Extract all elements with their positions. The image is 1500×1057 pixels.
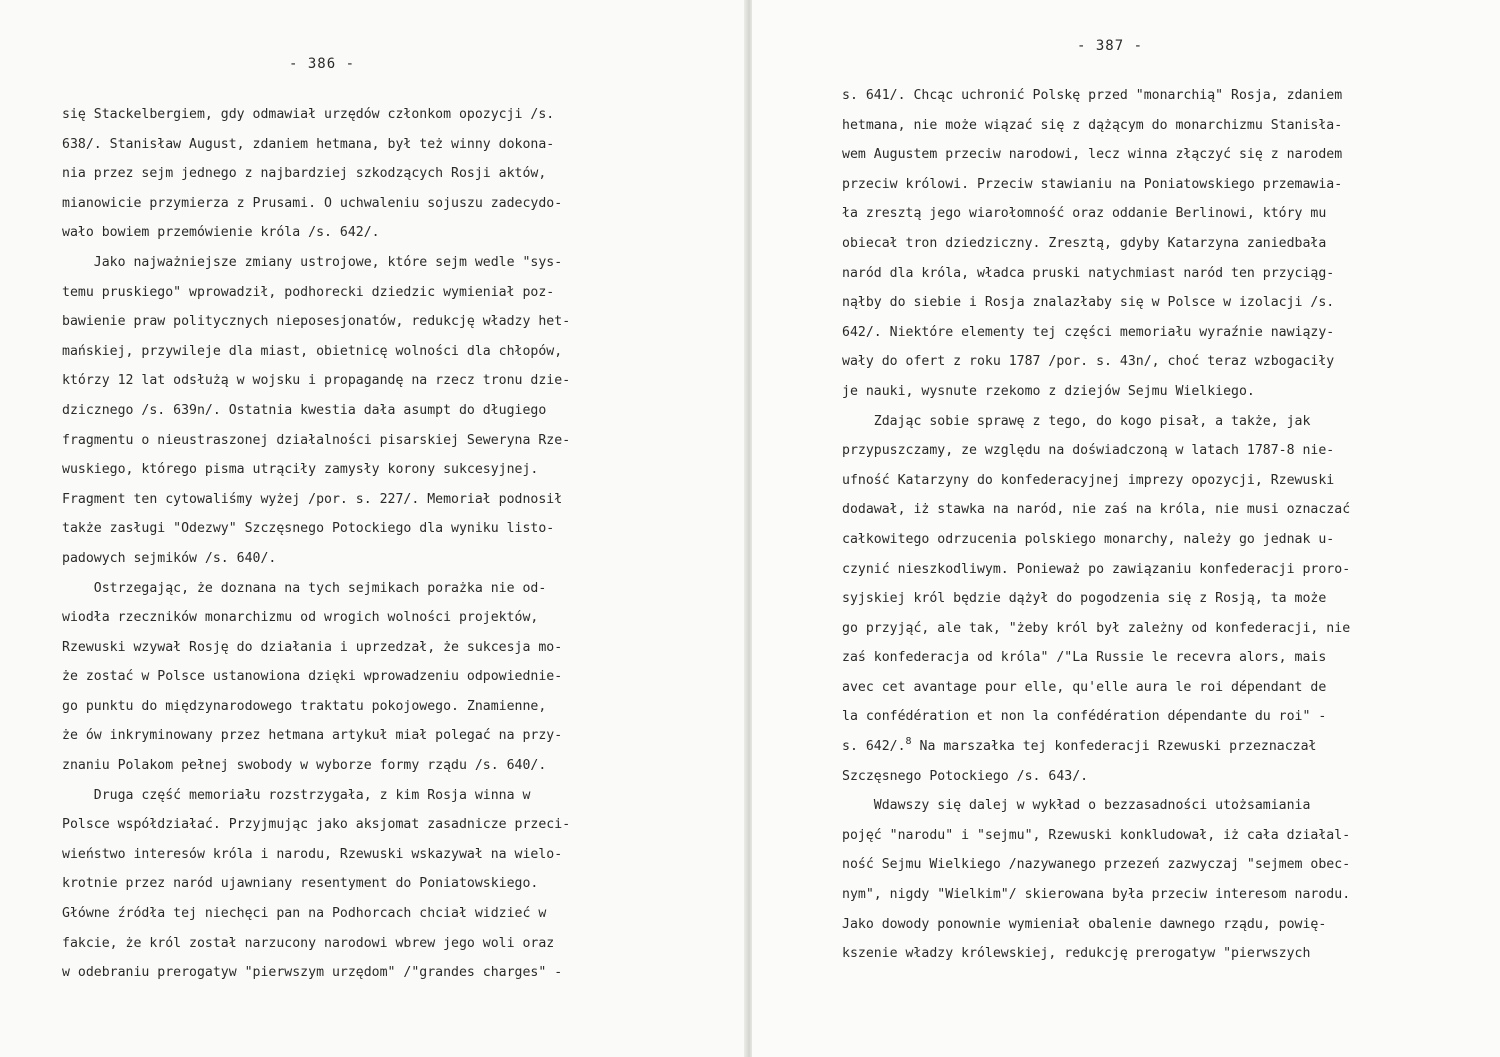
text-line: Jako dowody ponownie wymieniał obalenie dawnego rządu, powię- [842,916,1327,932]
text-line-end: Na marszałka tej konfederacji Rzewuski przeznaczał [911,739,1317,755]
text-line: wieństwo interesów króla i narodu, Rzewuski wskazywał na wielo- [62,846,563,862]
text-line: go przyjąć, ale tak, "żeby król był zależny od konfederacji, nie [842,620,1351,636]
text-line: Zdając sobie sprawę z tego, do kogo pisał, a także, jak [842,413,1311,429]
text-line: ufność Katarzyny do konfederacyjnej imprezy opozycji, Rzewuski [842,472,1335,488]
text-line: pojęć "narodu" i "sejmu", Rzewuski konkludował, iż cała działal- [842,827,1351,843]
text-line: czynić nieszkodliwym. Ponieważ po zawiązaniu konfederacji proro- [842,561,1351,577]
text-line: wiodła rzeczników monarchizmu od wrogich wolności projektów, [62,610,539,626]
text-line: Rzewuski wzywał Rosję do działania i uprzedzał, że sukcesja mo- [62,639,563,655]
text-line: także zasługi "Odezwy" Szczęsnego Potockiego dla wyniku listo- [62,521,555,537]
text-line: Szczęsnego Potockiego /s. 643/. [842,768,1089,784]
footnote-marker: 8 [905,736,912,748]
text-line: że ów inkryminowany przez hetmana artykuł miał polegać na przy- [62,728,563,744]
text-line: bawienie praw politycznych nieposesjonatów, redukcję władzy het- [62,314,571,330]
text-line-start: s. 642/. [842,739,906,755]
text-line: mianowicie przymierza z Prusami. O uchwaleniu sojuszu zadecydo- [62,195,563,211]
text-line: wuskiego, którego pisma utrąciły zamysły korony sukcesyjnej. [62,462,539,478]
text-line: dzicznego /s. 639n/. Ostatnia kwestia dała asumpt do długiego [62,402,547,418]
right-page-text [842,81,1462,969]
text-line: kszenie władzy królewskiej, redukcję prerogatyw "pierwszych [842,946,1311,962]
text-line: wem Augustem przeciw narodowi, lecz winna złączyć się z narodem [842,147,1343,163]
text-line: nia przez sejm jednego z najbardziej szkodzących Rosji aktów, [62,166,547,182]
text-line: znaniu Polakom pełnej swobody w wyborze formy rządu /s. 640/. [62,758,547,774]
text-line: którzy 12 lat odsłużą w wojsku i propagandę na rzecz tronu dzie- [62,373,571,389]
text-line: Jako najważniejsze zmiany ustrojowe, które sejm wedle "sys- [62,254,563,270]
left-page-text [62,100,682,988]
text-line: wało bowiem przemówienie króla /s. 642/. [62,225,380,241]
text-line: Ostrzegając, że doznana na tych sejmikach porażka nie od- [62,580,547,596]
text-line: obiecał tron dziedziczny. Zresztą, gdyby Katarzyna zaniedbała [842,235,1327,251]
right-page [752,0,1500,1057]
text-line: fragmentu o nieustraszonej działalności pisarskiej Seweryna Rze- [62,432,571,448]
text-line: w odebraniu prerogatyw "pierwszym urzędom" /"grandes charges" - [62,965,563,981]
text-line: przypuszczamy, ze względu na doświadczoną w latach 1787-8 nie- [842,443,1335,459]
text-line: la confédération et non la confédération dépendante du roi" - [842,709,1327,725]
text-line: że zostać w Polsce ustanowiona dzięki wprowadzeniu odpowiednie- [62,669,563,685]
right-page-number: - 387 - [1077,38,1144,54]
text-line: hetmana, nie może wiązać się z dążącym do monarchizmu Stanisła- [842,117,1343,133]
text-line: Polsce współdziałać. Przyjmując jako aksjomat zasadnicze przeci- [62,817,571,833]
text-line: fakcie, że król został narzucony narodowi wbrew jego woli oraz [62,935,555,951]
text-line: 638/. Stanisław August, zdaniem hetmana, był też winny dokona- [62,136,555,152]
text-line: całkowitego odrzucenia polskiego monarchy, należy go jednak u- [842,531,1335,547]
text-line: syjskiej król będzie dążył do pogodzenia się z Rosją, ta może [842,591,1327,607]
text-line: go punktu do międzynarodowego traktatu pokojowego. Znamienne, [62,698,547,714]
text-line: wały do ofert z roku 1787 /por. s. 43n/, choć teraz wzbogaciły [842,354,1335,370]
text-line: mańskiej, przywileje dla miast, obietnicę wolności dla chłopów, [62,343,563,359]
text-line: temu pruskiego" wprowadził, podhorecki dziedzic wymieniał poz- [62,284,555,300]
text-line: Druga część memoriału rozstrzygała, z kim Rosja winna w [62,787,531,803]
text-line: avec cet avantage pour elle, qu'elle aura le roi dépendant de [842,679,1327,695]
text-line: nąłby do siebie i Rosja znalazłaby się w Polsce w izolacji /s. [842,295,1335,311]
text-line: Główne źródła tej niechęci pan na Podhorcach chciał widzieć w [62,906,547,922]
left-page-number: - 386 - [289,56,356,72]
text-line: krotnie przez naród ujawniany resentyment do Poniatowskiego. [62,876,539,892]
footnote-text-line [842,732,1462,762]
text-line: je nauki, wysnute rzekomo z dziejów Sejmu Wielkiego. [842,383,1255,399]
text-line: padowych sejmików /s. 640/. [62,550,277,566]
text-line: dodawał, iż stawka na naród, nie zaś na króla, nie musi oznaczać [842,502,1351,518]
text-line: ność Sejmu Wielkiego /nazywanego przezeń zazwyczaj "sejmem obec- [842,857,1351,873]
text-line: Fragment ten cytowaliśmy wyżej /por. s. 227/. Memoriał podnosił [62,491,563,507]
text-line: przeciw królowi. Przeciw stawianiu na Poniatowskiego przemawia- [842,176,1343,192]
text-line: nym", nigdy "Wielkim"/ skierowana była przeciw interesom narodu. [842,887,1351,903]
text-line: się Stackelbergiem, gdy odmawiał urzędów członkom opozycji /s. [62,107,555,122]
text-line: zaś konfederacja od króla" /"La Russie le recevra alors, mais [842,650,1327,666]
text-line: ła zresztą jego wiarołomność oraz oddanie Berlinowi, który mu [842,206,1327,222]
text-line: s. 641/. Chcąc uchronić Polskę przed "monarchią" Rosja, zdaniem [842,88,1343,103]
text-line: Wdawszy się dalej w wykład o bezzasadności utożsamiania [842,798,1311,814]
text-line: 642/. Niektóre elementy tej części memoriału wyraźnie nawiązy- [842,324,1335,340]
left-page [0,0,748,1057]
text-line: naród dla króla, władca pruski natychmiast naród ten przyciąg- [842,265,1335,281]
